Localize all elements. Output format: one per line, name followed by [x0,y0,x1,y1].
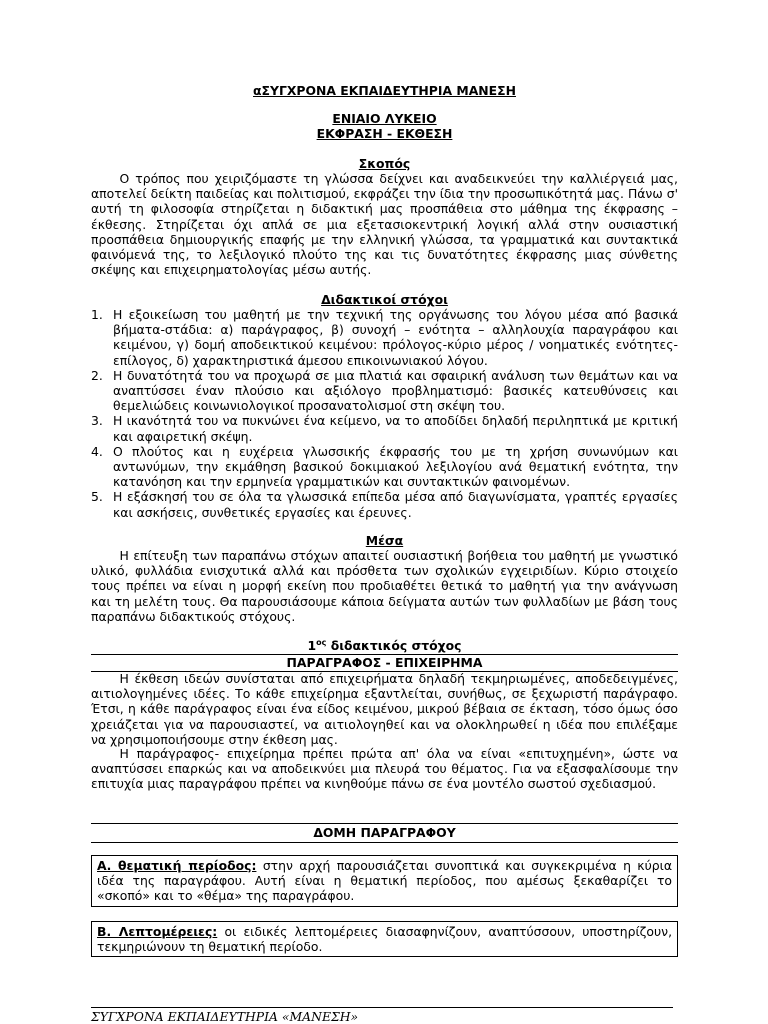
goal-item [91,489,678,519]
means-paragraph: Η επίτευξη των παραπάνω στόχων απαιτεί ουσιαστική βοήθεια του μαθητή με γνωστικό υλικό, φυλλάδια ενισχυτικά αλλά και πρόσθετα των σχολικών εγχειριδίων. Κύριο στοιχείο τους πρέπει να είναι η μορφή εκείνη που προδιαθέτει θετικά το μαθητή για την ανάγνωση και τη μελέτη τους. Θα παρουσιάσουμε κάποια δείγματα αυτών των φυλλαδίων με βάση τους παραπάνω διδακτικούς στόχους. [91,548,678,624]
goal-text: Η εξάσκησή του σε όλα τα γλωσσικά επίπεδα μέσα από διαγωνίσματα, γραπτές εργασίες και ασκήσεις, συνθετικές εργασίες και έρευνες. [113,489,678,520]
goal-number: 1. [91,307,103,322]
subtitle-school-level: ΕΝΙΑΙΟ ΛΥΚΕΙΟ [332,111,437,126]
first-goal-ordinal: ος [316,637,327,647]
box-a-text: στην αρχή παρουσιάζεται συνοπτικά και συγκεκριμένα η κύρια ιδέα της παραγράφου. Αυτή είναι η θεματική περίοδος, που αμέσως ξεκαθαρίζει το «σκοπό» και το «θέμα» της παραγράφου. [97,858,672,904]
goal-number: 2. [91,367,103,383]
first-goal-subtitle: ΠΑΡΑΓΡΑΦΟΣ - ΕΠΙΧΕΙΡΗΜΑ [286,655,483,670]
goal-item [91,413,678,443]
subtitle-subject: ΕΚΦΡΑΣΗ - ΕΚΘΕΣΗ [316,126,453,142]
box-details [91,921,678,957]
goal-text: Ο πλούτος και η ευχέρεια γλωσσικής έκφρασής του με τη χρήση συνωνύμων και αντωνύμων, την εκμάθηση βασικού δοκιμιακού λεξιλογίου ανά θεματική ενότητα, την κατανόηση και την ερμηνεία γραμματικών και συντακτικών φαινομένων. [113,443,678,490]
box-thematic-period [91,855,678,907]
first-goal-title [91,638,678,653]
structure-title: ΔΟΜΗ ΠΑΡΑΓΡΑΦΟΥ [313,825,456,840]
paragraph-success: Η παράγραφος- επιχείρημα πρέπει πρώτα απ' όλα να είναι «επιτυχημένη», ώστε να αναπτύσσει επαρκώς και να αποδεικνύει μια πλευρά του θέματος. Για να εξασφαλίσουμε την επιτυχία μιας παραγράφου πρέπει να κινηθούμε πάνω σε ένα μοντέλο σωστού σχεδιασμού. [91,746,678,792]
divider [91,823,678,824]
paragraph-definition: Η έκθεση ιδεών συνίσταται από επιχειρήματα δηλαδή τεκμηριωμένες, αποδεδειγμένες, αιτιολογημένες ιδέες. Το κάθε επιχείρημα εξαντλείται, συνήθως, σε ξεχωριστή παράγραφο. Έτσι, η κάθε παράγραφος είναι ένα είδος κειμένου, μικρού βέβαια σε έκταση, τόσο όμως όσο χρειάζεται για να παρουσιαστεί, να αιτιολογηθεί και να ολοκληρωθεί η ιδέα που επιλέξαμε να χρησιμοποιήσουμε στην έκθεση μας. [91,671,678,747]
document-title: αΣΥΓΧΡΟΝΑ ΕΚΠΑΙΔΕΥΤΗΡΙΑ ΜΑΝΕΣΗ [253,83,516,98]
goal-text: Η ικανότητά του να πυκνώνει ένα κείμενο, να το αποδίδει δηλαδή περιληπτικά με κριτική και αφαιρετική σκέψη. [113,413,678,444]
page-footer: ΣΥΓΧΡΟΝΑ ΕΚΠΑΙΔΕΥΤΗΡΙΑ «ΜΑΝΕΣΗ» [91,1009,359,1024]
first-goal-title-text: διδακτικός στόχος [326,638,462,653]
box-a-label: Α. θεματική περίοδος: [97,858,257,873]
box-b-label: Β. Λεπτομέρειες: [97,924,218,939]
section-title-means: Μέσα [365,533,404,548]
goal-text: Η εξοικείωση του μαθητή με την τεχνική της οργάνωσης του λόγου μέσα από βασικά βήματα-στάδια: α) παράγραφος, β) συνοχή – ενότητα – αλληλουχία παραγράφου και κειμένου, γ) δομή αποδεικτικού κειμένου: πρόλογος-κύριο μέρος / νοηματικές ενότητες-επίλογος, δ) χαρακτηριστικά άμεσου επικοινωνιακού λόγου. [113,307,678,368]
goal-item [91,368,678,414]
first-goal-number: 1 [307,638,317,653]
goal-number: 3. [91,413,103,429]
purpose-paragraph: Ο τρόπος που χειριζόμαστε τη γλώσσα δείχνει και αναδεικνεύει την καλλιέργειά μας, αποτελεί δείκτη παιδείας και πολιτισμού, εκφράζει την ίδια την προσωπικότητά μας. Πάνω σ' αυτή τη φιλοσοφία στηρίζεται η διδακτική μας προσπάθεια στο μάθημα της έκφρασης – έκθεσης. Στηρίζεται όχι απλά σε μια εξετασιοκεντρική λογική αλλά στην ουσιαστική προσπάθεια δημιουργικής επαφής με την ελληνική γλώσσα, τα γραμματικά και συντακτικά φαινόμενά της, το λεξιλογικό πλούτο της και τις δυνατότητες έκφρασης μιας σύνθετης σκέψης και επιχειρηματολογίας μέσω αυτής. [91,171,678,278]
section-title-goals: Διδακτικοί στόχοι [321,292,448,307]
goal-text: Η δυνατότητά του να προχωρά σε μια πλατιά και σφαιρική ανάλυση των θεμάτων και να αναπτύσσει έναν πλούσιο και αξιόλογο προβληματισμό: βασικές κατευθύνσεις και θεμελιώδεις κοινωνιολογικοί προσανατολισμοί στη σκέψη του. [113,367,678,414]
goal-number: 4. [91,443,103,459]
goal-item [91,307,678,368]
box-b-text: οι ειδικές λεπτομέρειες διασαφηνίζουν, αναπτύσσουν, υποστηρίζουν, τεκμηριώνουν τη θεματική περίοδο. [97,924,673,955]
goal-item [91,444,678,490]
section-title-purpose: Σκοπός [358,156,411,171]
divider [91,842,678,843]
goal-number: 5. [91,489,103,505]
goals-list [91,307,678,520]
document-subtitle [91,111,678,141]
footer-rule [91,1007,673,1008]
